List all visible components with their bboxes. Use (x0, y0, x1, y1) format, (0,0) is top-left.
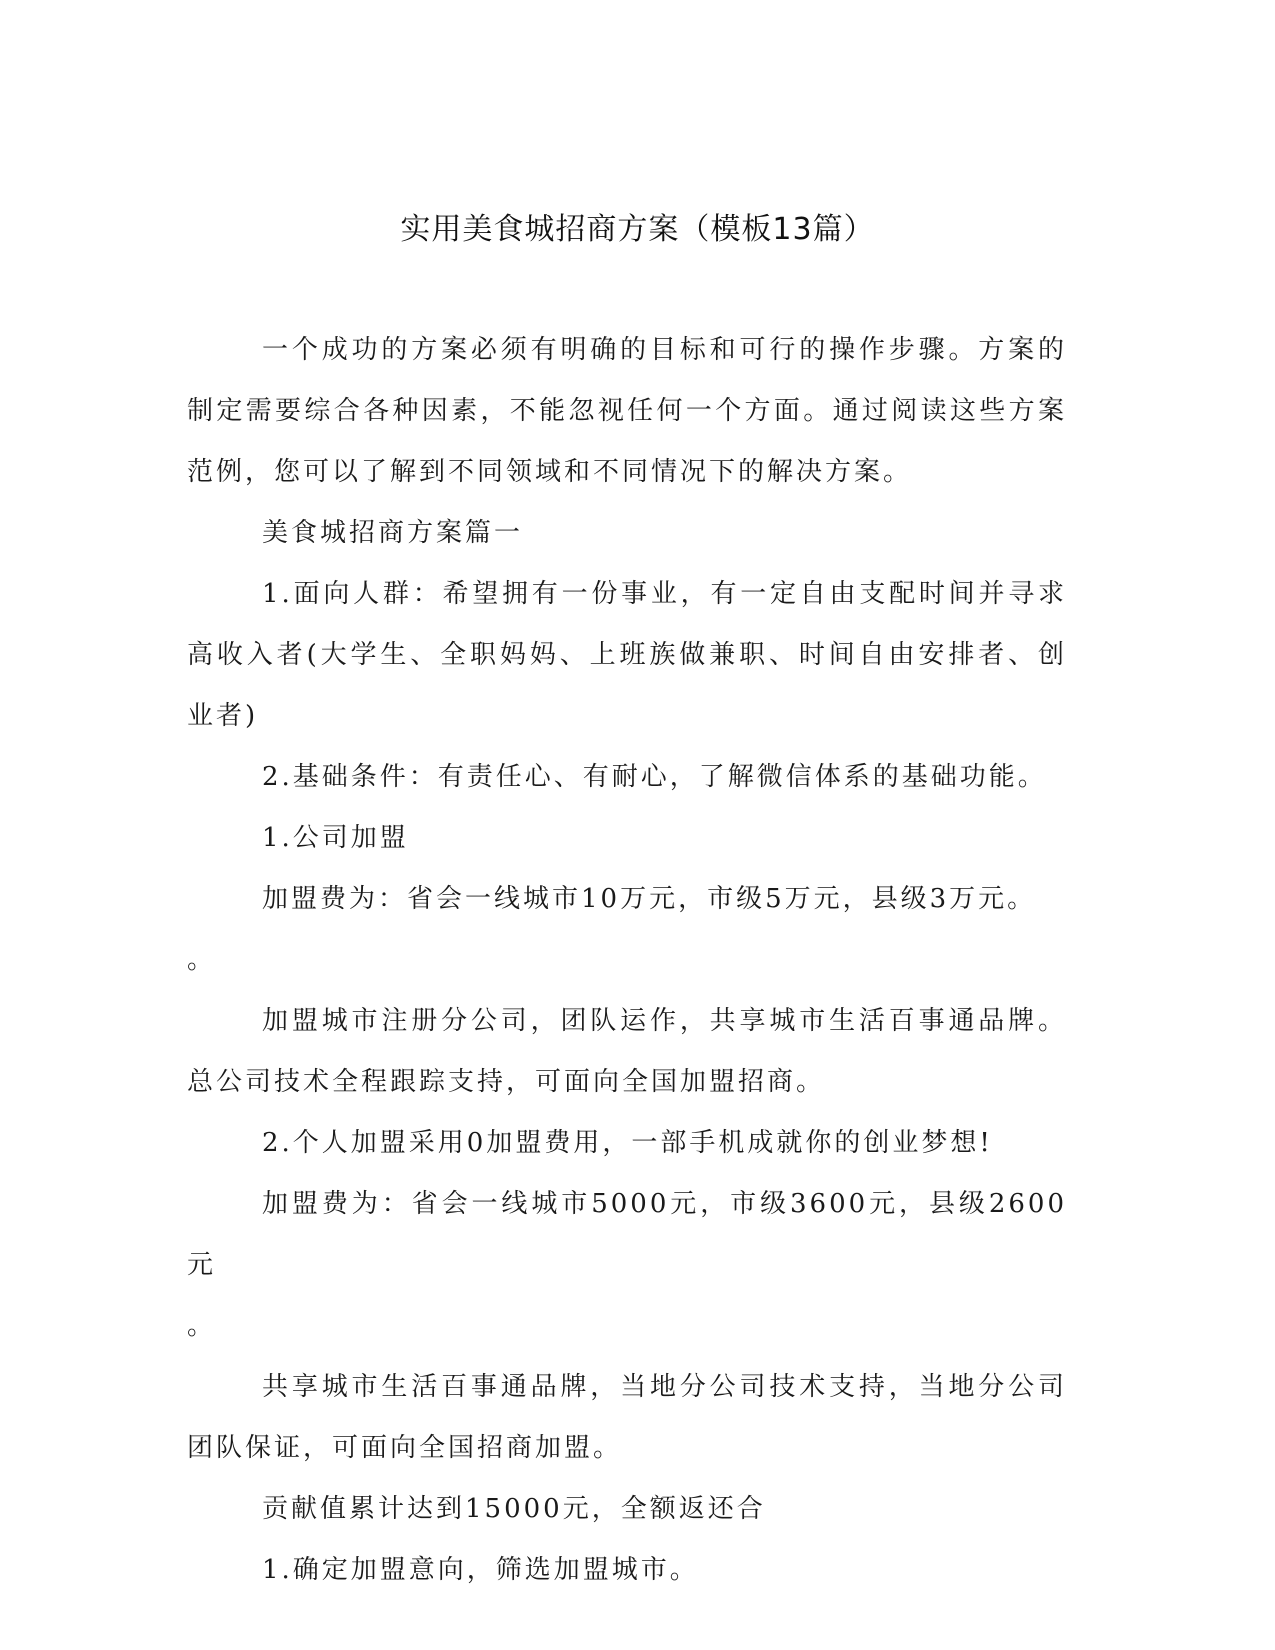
paragraph: 1.面向人群：希望拥有一份事业，有一定自由支配时间并寻求高收入者(大学生、全职妈妈、上班族做兼职、时间自由安排者、创业者) (187, 579, 1067, 731)
section-heading: 美食城招商方案篇一 (262, 518, 524, 548)
paragraph: 2.个人加盟采用0加盟费用，一部手机成就你的创业梦想! (262, 1128, 993, 1158)
paragraph: 加盟费为：省会一线城市10万元，市级5万元，县级3万元。 (262, 884, 1037, 914)
stray-period: 。 (187, 1311, 217, 1341)
paragraph: 加盟费为：省会一线城市5000元，市级3600元，县级2600元 (187, 1189, 1067, 1280)
paragraph: 1.公司加盟 (262, 823, 409, 853)
paragraph: 1.确定加盟意向，筛选加盟城市。 (262, 1555, 699, 1585)
document-body (187, 320, 1067, 1601)
document-title: 实用美食城招商方案（模板13篇） (400, 212, 875, 247)
paragraph: 共享城市生活百事通品牌，当地分公司技术支持，当地分公司团队保证，可面向全国招商加盟。 (187, 1372, 1067, 1463)
paragraph: 2.基础条件：有责任心、有耐心，了解微信体系的基础功能。 (262, 762, 1047, 792)
paragraph: 加盟城市注册分公司，团队运作，共享城市生活百事通品牌。总公司技术全程跟踪支持，可面向全国加盟招商。 (187, 1006, 1067, 1097)
intro-paragraph: 一个成功的方案必须有明确的目标和可行的操作步骤。方案的制定需要综合各种因素，不能忽视任何一个方面。通过阅读这些方案范例，您可以了解到不同领域和不同情况下的解决方案。 (187, 335, 1067, 487)
paragraph: 贡献值累计达到15000元，全额返还合 (262, 1494, 766, 1524)
stray-period: 。 (187, 945, 217, 975)
